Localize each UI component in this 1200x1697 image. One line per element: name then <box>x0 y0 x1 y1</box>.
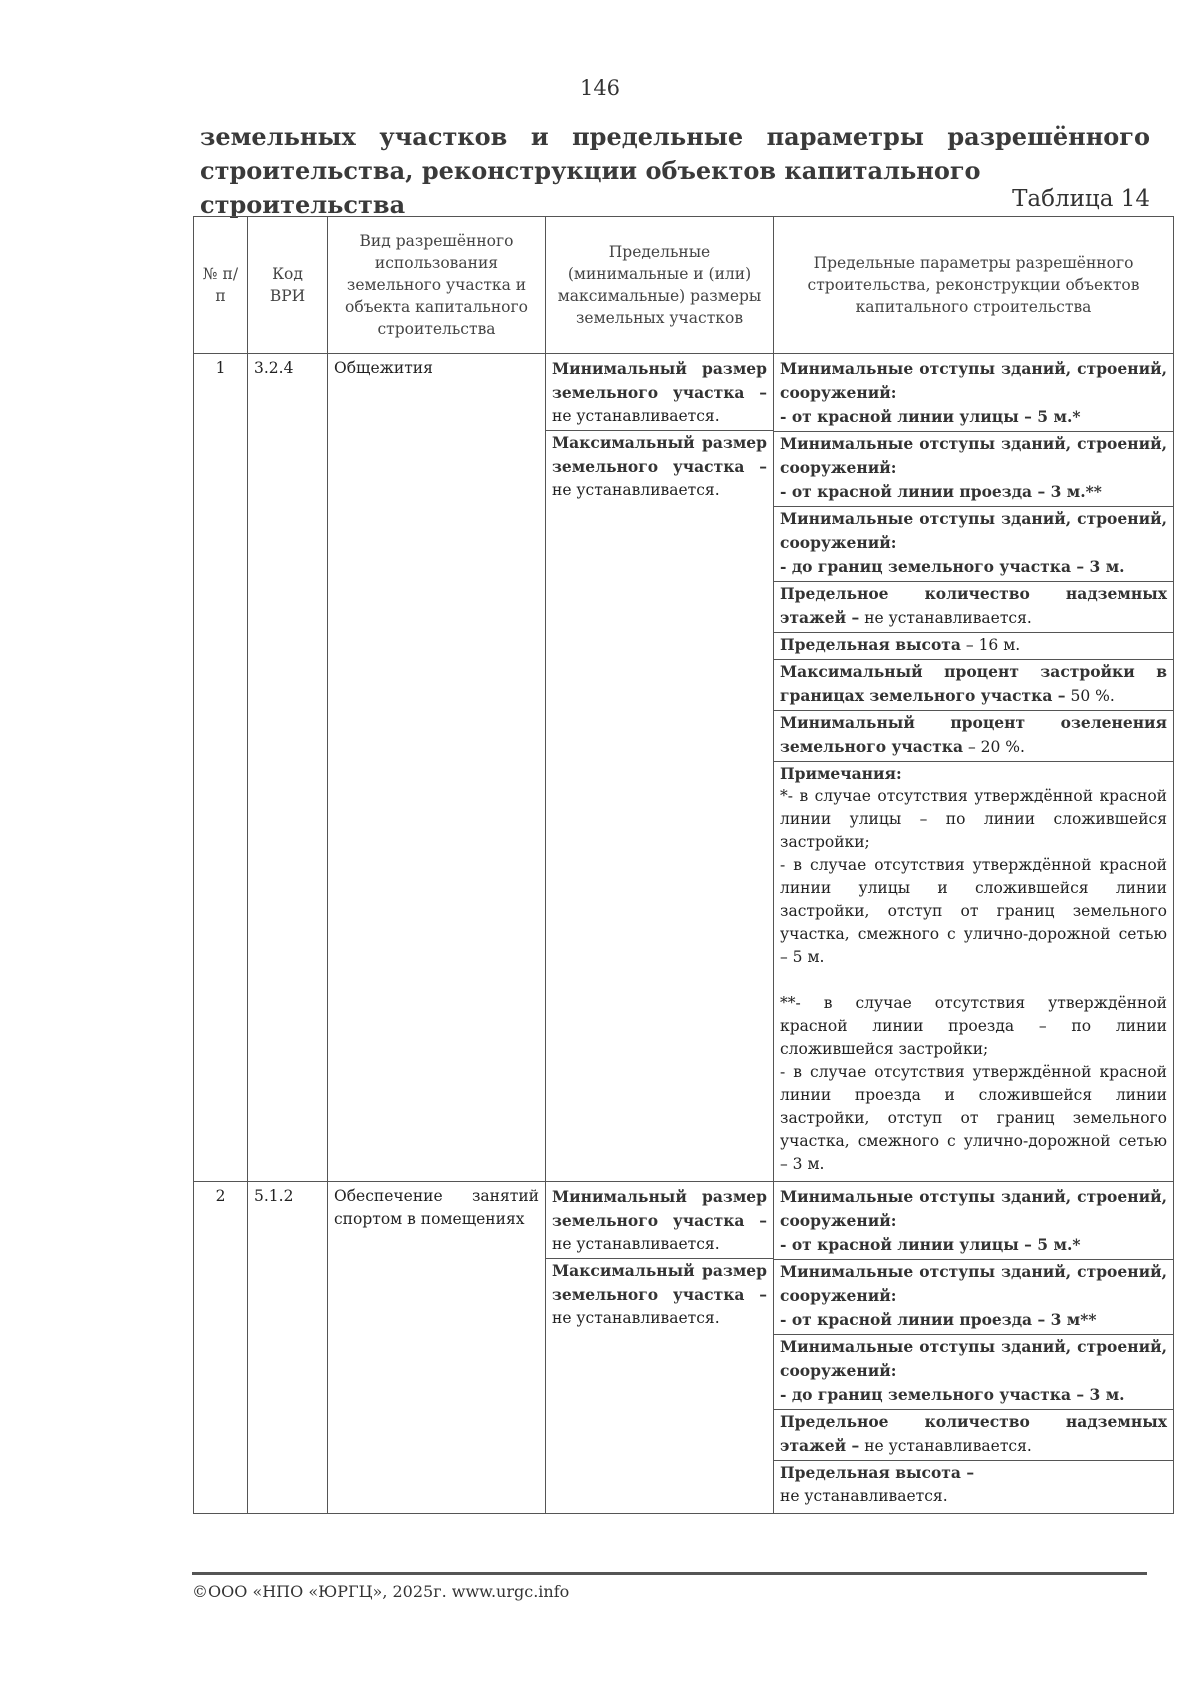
param-value: - до границ земельного участка – 3 м. <box>780 1385 1125 1404</box>
max-size-block <box>546 1259 773 1332</box>
param-setback-boundary <box>774 507 1173 582</box>
max-size-label: Максимальный размер земельного участка – <box>552 433 767 476</box>
note-item: - в случае отсутствия утверждённой красной линии проезда и сложившейся линии застройки, отступ от границ земельного участка, смежного с улично-дорожной сетью – 3 м. <box>780 1063 1167 1173</box>
header-code: Код ВРИ <box>248 217 328 354</box>
param-setback-driveway <box>774 432 1173 507</box>
notes-title: Примечания: <box>780 764 902 783</box>
param-floors <box>774 1410 1173 1461</box>
row-use: Обеспечение занятий спортом в помещениях <box>328 1182 546 1514</box>
note-item: - в случае отсутствия утверждённой красной линии улицы и сложившейся линии застройки, отступ от границ земельного участка, смежного с улично-дорожной сетью – 5 м. <box>780 856 1167 966</box>
row-params <box>774 1182 1174 1514</box>
table-row <box>194 1182 1174 1514</box>
row-code: 5.1.2 <box>248 1182 328 1514</box>
min-size-label: Минимальный размер земельного участка – <box>552 359 767 402</box>
max-size-label: Максимальный размер земельного участка – <box>552 1261 767 1304</box>
header-use: Вид разрешённого использования земельного участка и объекта капитального строительства <box>328 217 546 354</box>
max-size-value: не устанавливается. <box>552 1309 720 1327</box>
param-label: Максимальный процент застройки в границах земельного участка – <box>780 662 1167 705</box>
param-setback-street <box>774 1185 1173 1260</box>
header-params: Предельные параметры разрешённого строительства, реконструкции объектов капитального строительства <box>774 217 1174 354</box>
param-value: - от красной линии улицы – 5 м.* <box>780 1235 1081 1254</box>
param-coverage <box>774 660 1173 711</box>
note-item: *- в случае отсутствия утверждённой красной линии улицы – по линии сложившейся застройки; <box>780 787 1167 851</box>
param-label: Предельное количество надземных этажей – <box>780 584 1167 627</box>
table-header-row <box>194 217 1174 354</box>
heading-line-2: строительства, реконструкции объектов капитального строительства <box>200 156 981 219</box>
param-label: Минимальные отступы зданий, строений, сооружений: <box>780 509 1167 552</box>
regulations-table <box>193 216 1174 1514</box>
page-number: 146 <box>579 76 621 100</box>
param-label: Минимальный процент озеленения земельного участка <box>780 713 1167 756</box>
max-size-block <box>546 431 773 504</box>
param-label: Минимальные отступы зданий, строений, сооружений: <box>780 359 1167 402</box>
param-setback-driveway <box>774 1260 1173 1335</box>
param-value: - от красной линии улицы – 5 м.* <box>780 407 1081 426</box>
min-size-block <box>546 357 773 431</box>
min-size-label: Минимальный размер земельного участка – <box>552 1187 767 1230</box>
param-value: - до границ земельного участка – 3 м. <box>780 557 1125 576</box>
max-size-value: не устанавливается. <box>552 481 720 499</box>
param-label: Минимальные отступы зданий, строений, сооружений: <box>780 1337 1167 1380</box>
row-code: 3.2.4 <box>248 354 328 1182</box>
param-label: Предельное количество надземных этажей – <box>780 1412 1167 1455</box>
row-use: Общежития <box>328 354 546 1182</box>
param-setback-boundary <box>774 1335 1173 1410</box>
row-params <box>774 354 1174 1182</box>
notes-block <box>774 762 1173 1178</box>
param-label: Предельная высота – <box>780 1463 975 1482</box>
header-num: № п/п <box>194 217 248 354</box>
param-setback-street <box>774 357 1173 432</box>
heading-line-1: земельных участков и предельные параметры разрешённого <box>200 122 1150 151</box>
table-caption: Таблица 14 <box>1012 186 1150 212</box>
document-heading <box>200 120 1150 222</box>
param-floors <box>774 582 1173 633</box>
param-value: – 16 м. <box>965 636 1021 654</box>
param-label: Минимальные отступы зданий, строений, сооружений: <box>780 1187 1167 1230</box>
param-label: Предельная высота <box>780 635 961 654</box>
param-value: 50 %. <box>1070 687 1115 705</box>
param-value: не устанавливается. <box>864 609 1032 627</box>
footer-divider <box>192 1572 1147 1575</box>
note-item: **- в случае отсутствия утверждённой красной линии проезда – по линии сложившейся застройки; <box>780 994 1167 1058</box>
param-value: не устанавливается. <box>780 1487 948 1505</box>
min-size-block <box>546 1185 773 1259</box>
param-label: Минимальные отступы зданий, строений, сооружений: <box>780 1262 1167 1305</box>
min-size-value: не устанавливается. <box>552 407 720 425</box>
footer-copyright: ©ООО «НПО «ЮРГЦ», 2025г. www.urgc.info <box>192 1582 570 1601</box>
param-value: – 20 %. <box>967 738 1025 756</box>
param-height <box>774 633 1173 660</box>
row-number: 1 <box>194 354 248 1182</box>
row-sizes <box>546 354 774 1182</box>
param-value: не устанавливается. <box>864 1437 1032 1455</box>
header-sizes: Предельные (минимальные и (или) максимальные) размеры земельных участков <box>546 217 774 354</box>
row-number: 2 <box>194 1182 248 1514</box>
param-value: - от красной линии проезда – 3 м.** <box>780 482 1102 501</box>
param-height <box>774 1461 1173 1510</box>
param-value: - от красной линии проезда – 3 м** <box>780 1310 1097 1329</box>
table-row <box>194 354 1174 1182</box>
min-size-value: не устанавливается. <box>552 1235 720 1253</box>
row-sizes <box>546 1182 774 1514</box>
param-greening <box>774 711 1173 762</box>
param-label: Минимальные отступы зданий, строений, сооружений: <box>780 434 1167 477</box>
